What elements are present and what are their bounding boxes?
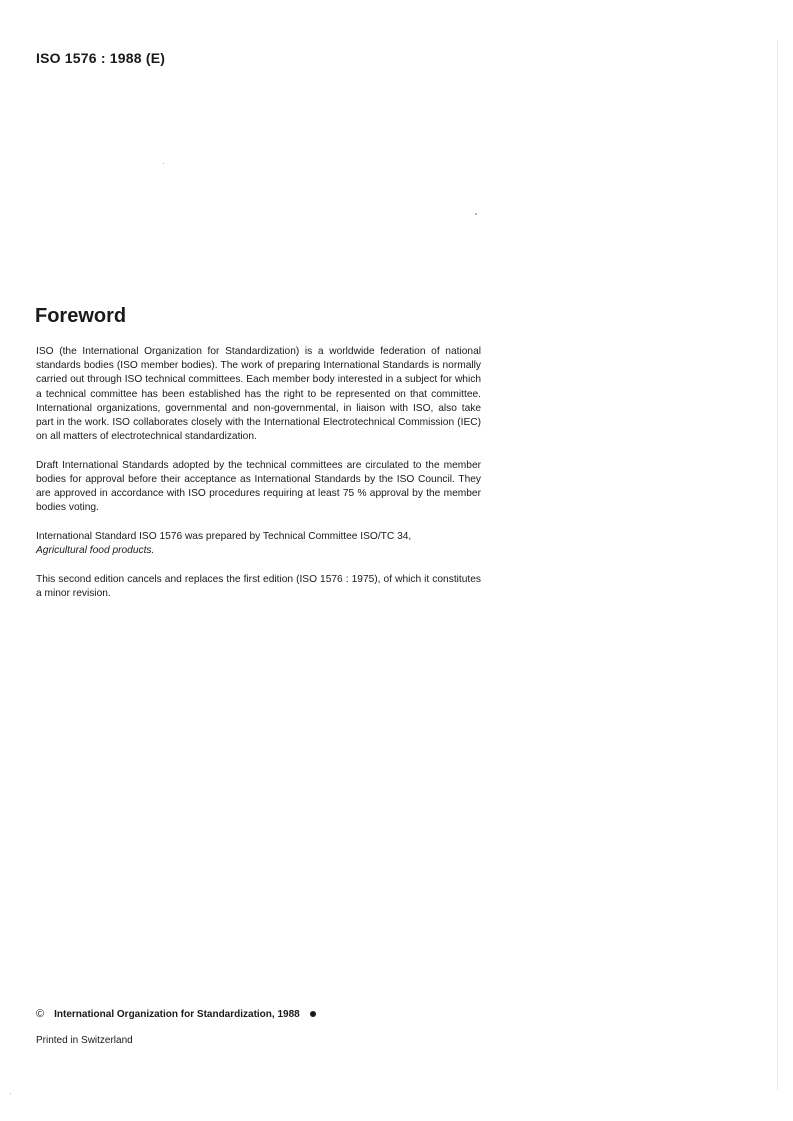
scan-speck: [475, 213, 477, 215]
scan-speck: [163, 163, 164, 164]
bullet-icon: [310, 1011, 316, 1017]
paragraph-edition-note: This second edition cancels and replaces the first edition (ISO 1576 : 1975), of which it constitutes a minor revision.: [36, 573, 481, 599]
copyright-icon: ©: [36, 1008, 45, 1020]
copyright-text: International Organization for Standardization, 1988: [54, 1008, 300, 1020]
paragraph-iso-intro: ISO (the International Organization for Standardization) is a worldwide federation of national standards bodies (ISO member bodies). The work of preparing International Standards is normally carried out through ISO technical committees. Each member body interested in a subject for which a technical committee has been established has the right to be represented on that committee. International organizations, governmental and non-governmental, in liaison with ISO, also take part in the work. ISO collaborates closely with the International Electrotechnical Commission (IEC) on all matters of electrotechnical standardization.: [36, 346, 481, 443]
prepared-by-text: International Standard ISO 1576 was prepared by Technical Committee ISO/TC 34,: [36, 530, 412, 542]
paragraph-prepared-by: [36, 530, 481, 558]
paragraph-draft-standards: Draft International Standards adopted by the technical committees are circulated to the member bodies for approval before their acceptance as International Standards by the ISO Council. They are approved in accordance with ISO procedures requiring at least 75 % approval by the member bodies voting.: [36, 459, 481, 514]
printed-location: Printed in Switzerland: [36, 1035, 133, 1046]
scan-edge-line: [777, 40, 778, 1090]
committee-title: Agricultural food products.: [36, 545, 155, 557]
scan-speck: [10, 1093, 11, 1094]
copyright-line: [36, 1008, 316, 1020]
foreword-body: [36, 345, 481, 601]
section-title: Foreword: [35, 305, 127, 327]
document-id: ISO 1576 : 1988 (E): [36, 50, 166, 66]
